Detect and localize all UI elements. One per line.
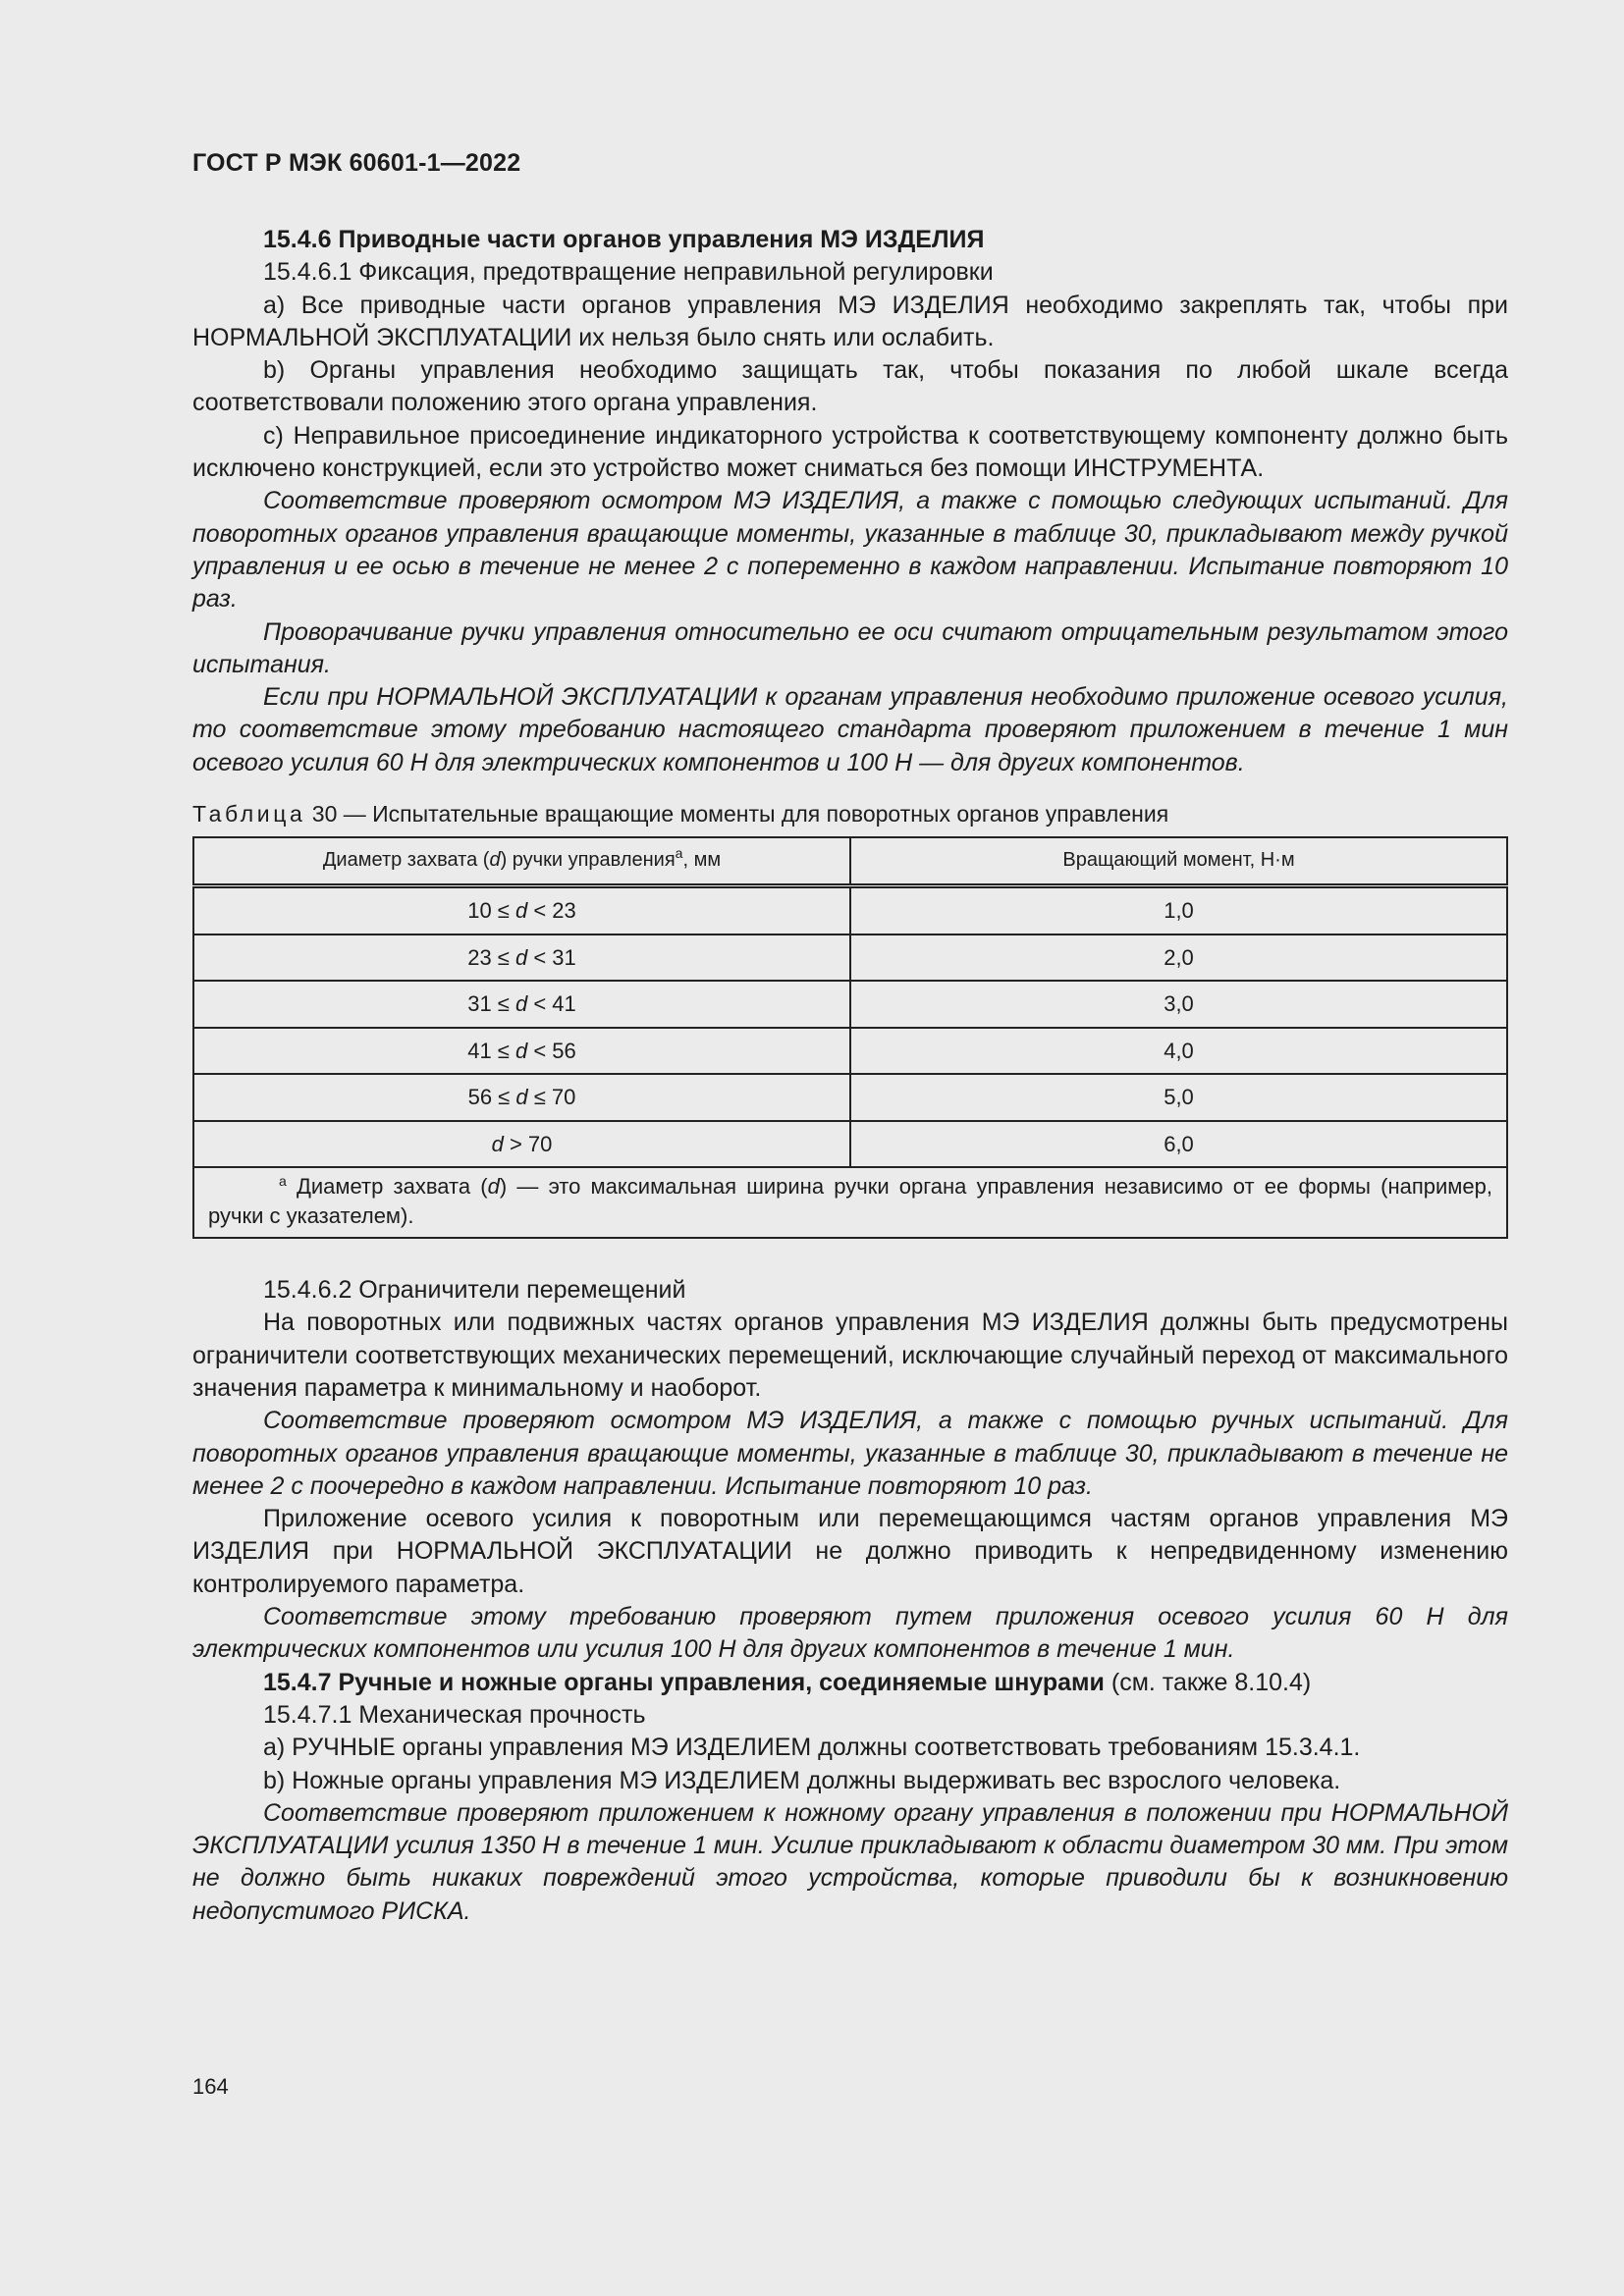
diameter-cell: 23 ≤ d < 31 [193,934,850,982]
paragraph-item-b: b) Органы управления необходимо защищать так, чтобы показания по любой шкале всегда соответствовали положению этого органа управления. [192,356,1508,417]
table-footnote: $^a$ Диаметр захвата (d) — это максимальная ширина ручки органа управления независимо от ее формы (например, ручки с указателем). [193,1167,1507,1238]
table-caption-text: 30 — Испытательные вращающие моменты для поворотных органов управления [311,801,1169,828]
subsection-heading-15-4-6-2: 15.4.6.2 Ограничители перемещений [263,1276,686,1305]
paragraph-foot-controls: b) Ножные органы управления МЭ ИЗДЕЛИЕМ должны выдерживать вес взрослого человека. [263,1766,1341,1794]
compliance-paragraph-4: Соответствие проверяют осмотром МЭ ИЗДЕЛИЯ, а также с помощью ручных испытаний. Для поворотных органов управления вращающие моменты, указанные в таблице 30, прикладывают в течение не менее 2 с поочередно в каждом направлении. Испытание повторяют 10 раз. [192,1407,1508,1500]
torque-cell: 1,0 [850,886,1507,934]
table-header-row [193,837,1507,886]
document-body [192,224,1508,1928]
table-row [193,934,1507,982]
table-caption [192,799,1508,828]
subsection-heading-15-4-7-1: 15.4.7.1 Механическая прочность [263,1700,646,1729]
document-header: ГОСТ Р МЭК 60601-1—2022 [192,149,521,177]
compliance-paragraph-2: Проворачивание ручки управления относительно ее оси считают отрицательным результатом этого испытания. [192,617,1508,678]
diameter-cell: 41 ≤ d < 56 [193,1028,850,1075]
table-label: Таблица [192,801,306,828]
torque-table [192,836,1508,1239]
paragraph-limiters: На поворотных или подвижных частях органов управления МЭ ИЗДЕЛИЯ должны быть предусмотрены ограничители соответствующих механических перемещений, исключающие случайный переход от максимального значения параметра к минимальному и наоборот. [192,1308,1508,1402]
torque-cell: 2,0 [850,934,1507,982]
paragraph-hand-controls: a) РУЧНЫЕ органы управления МЭ ИЗДЕЛИЕМ должны соответствовать требованиям 15.3.4.1. [263,1734,1361,1762]
torque-cell: 4,0 [850,1028,1507,1075]
table-row [193,1121,1507,1168]
page-number: 164 [192,2074,229,2099]
torque-cell: 5,0 [850,1074,1507,1121]
table-row [193,1074,1507,1121]
table-row [193,886,1507,934]
column-header-torque: Вращающий момент, Н·м [850,837,1507,886]
diameter-cell: d > 70 [193,1121,850,1168]
table-row [193,981,1507,1028]
paragraph-item-c: c) Неправильное присоединение индикаторного устройства к соответствующему компоненту должно быть исключено конструкцией, если это устройство может сниматься без помощи ИНСТРУМЕНТА. [192,421,1508,483]
compliance-paragraph-3: Если при НОРМАЛЬНОЙ ЭКСПЛУАТАЦИИ к органам управления необходимо приложение осевого усилия, то соответствие этому требованию настоящего стандарта проверяют приложением в течение 1 мин осевого усилия 60 Н для электрических компонентов и 100 Н — для других компонентов. [192,683,1508,776]
paragraph-item-a: a) Все приводные части органов управления МЭ ИЗДЕЛИЯ необходимо закреплять так, чтобы при НОРМАЛЬНОЙ ЭКСПЛУАТАЦИИ их нельзя было снять или ослабить. [192,291,1508,351]
diameter-cell: 31 ≤ d < 41 [193,981,850,1028]
section-heading-15-4-7: 15.4.7 Ручные и ножные органы управления, соединяемые шнурами (см. также 8.10.4) [263,1668,1312,1696]
compliance-paragraph-6: Соответствие проверяют приложением к ножному органу управления в положении при НОРМАЛЬНОЙ ЭКСПЛУАТАЦИИ усилия 1350 Н в течение 1 мин. Усилие прикладывают к области диаметром 30 мм. При этом не должно быть никаких повреждений этого устройства, которые приводили бы к возникновению недопустимого РИСКА. [192,1798,1508,1925]
compliance-paragraph-5: Соответствие этому требованию проверяют путем приложения осевого усилия 60 Н для электрических компонентов или усилия 100 Н для других компонентов в течение 1 мин. [192,1603,1508,1664]
torque-cell: 3,0 [850,981,1507,1028]
section-heading-15-4-6: 15.4.6 Приводные части органов управления МЭ ИЗДЕЛИЯ [263,226,985,253]
table-note-row [193,1167,1507,1238]
diameter-cell: 10 ≤ d < 23 [193,886,850,934]
paragraph-axial-force: Приложение осевого усилия к поворотным или перемещающимся частям органов управления МЭ ИЗДЕЛИЯ при НОРМАЛЬНОЙ ЭКСПЛУАТАЦИИ не должно приводить к непредвиденному изменению контролируемого параметра. [192,1505,1508,1598]
table-row [193,1028,1507,1075]
diameter-cell: 56 ≤ d ≤ 70 [193,1074,850,1121]
compliance-paragraph-1: Соответствие проверяют осмотром МЭ ИЗДЕЛИЯ, а также с помощью следующих испытаний. Для поворотных органов управления вращающие моменты, указанные в таблице 30, прикладывают между ручкой управления и ее осью в течение не менее 2 с попеременно в каждом направлении. Испытание повторяют 10 раз. [192,487,1508,614]
column-header-diameter: Диаметр захвата (d) ручки управления$^a$, мм [193,837,850,886]
subsection-heading-15-4-6-1: 15.4.6.1 Фиксация, предотвращение неправильной регулировки [263,258,994,287]
torque-cell: 6,0 [850,1121,1507,1168]
